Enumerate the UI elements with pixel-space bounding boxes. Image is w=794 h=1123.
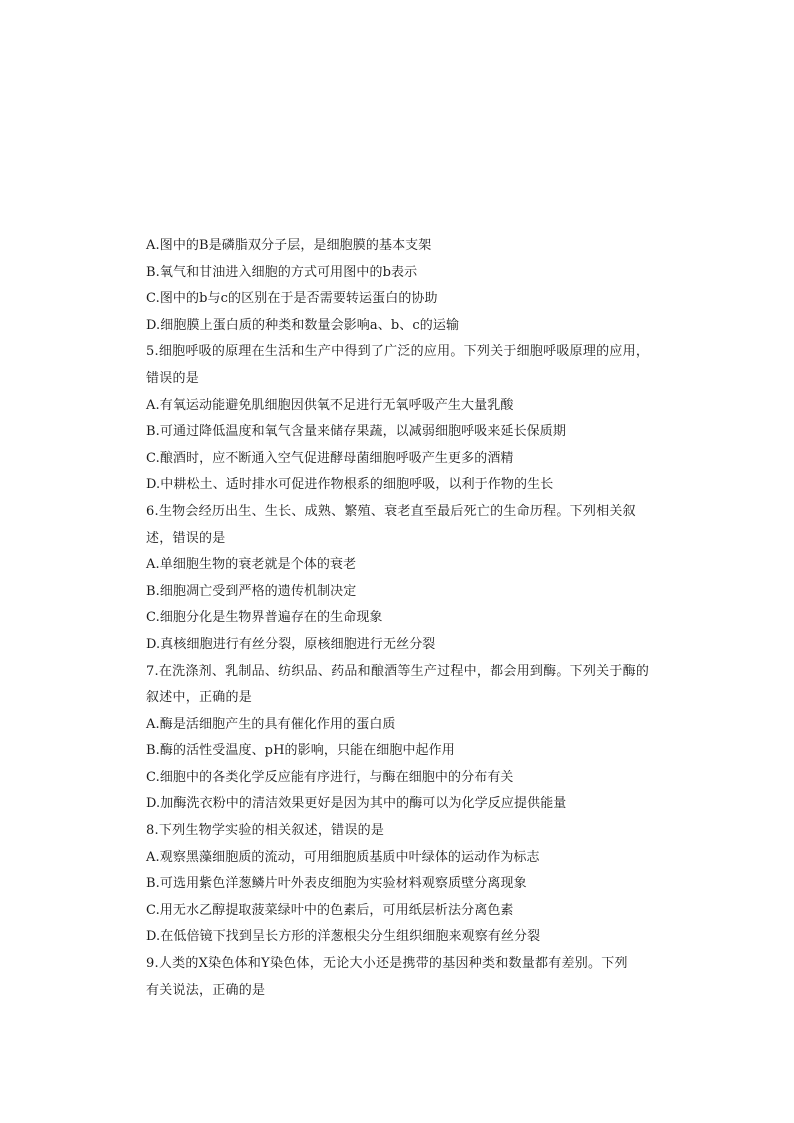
question-9-stem-continued: 有关说法，正确的是 xyxy=(146,982,266,998)
option-line: A.单细胞生物的衰老就是个体的衰老 xyxy=(146,557,357,573)
question-5-stem-continued: 错误的是 xyxy=(146,370,200,386)
option-line: A.图中的B是磷脂双分子层，是细胞膜的基本支架 xyxy=(146,238,432,253)
question-7-stem-continued: 叙述中，正确的是 xyxy=(146,690,253,706)
option-line: B.酶的活性受温度、pH的影响，只能在细胞中起作用 xyxy=(146,743,455,759)
option-line: D.中耕松土、适时排水可促进作物根系的细胞呼吸，以利于作物的生长 xyxy=(146,477,554,493)
option-line: D.在低倍镜下找到呈长方形的洋葱根尖分生组织细胞来观察有丝分裂 xyxy=(146,929,541,945)
question-6-stem: 6.生物会经历出生、生长、成熟、繁殖、衰老直至最后死亡的生命历程。下列相关叙 xyxy=(146,503,636,519)
question-9-stem: 9.人类的X染色体和Y染色体，无论大小还是携带的基因种类和数量都有差别。下列 xyxy=(146,956,628,972)
option-line: D.真核细胞进行有丝分裂，原核细胞进行无丝分裂 xyxy=(146,636,436,652)
option-line: B.细胞凋亡受到严格的遗传机制决定 xyxy=(146,583,357,599)
option-line: D.加酶洗衣粉中的清洁效果更好是因为其中的酶可以为化学反应提供能量 xyxy=(146,796,567,812)
option-line: C.酿酒时，应不断通入空气促进酵母菌细胞呼吸产生更多的酒精 xyxy=(146,450,514,466)
exam-page-content xyxy=(146,233,706,1004)
option-line: B.氧气和甘油进入细胞的方式可用图中的b表示 xyxy=(146,264,418,280)
question-8-stem: 8.下列生物学实验的相关叙述，错误的是 xyxy=(146,823,385,839)
option-line: A.有氧运动能避免肌细胞因供氧不足进行无氧呼吸产生大量乳酸 xyxy=(146,397,514,413)
option-line: C.细胞分化是生物界普遍存在的生命现象 xyxy=(146,610,383,626)
option-line: D.细胞膜上蛋白质的种类和数量会影响a、b、c的运输 xyxy=(146,317,460,333)
question-6-stem-continued: 述，错误的是 xyxy=(146,530,226,546)
question-7-stem: 7.在洗涤剂、乳制品、纺织品、药品和酿酒等生产过程中，都会用到酶。下列关于酶的 xyxy=(146,663,650,679)
option-line: B.可通过降低温度和氧气含量来储存果蔬，以减弱细胞呼吸来延长保质期 xyxy=(146,424,566,440)
option-line: A.观察黑藻细胞质的流动，可用细胞质基质中叶绿体的运动作为标志 xyxy=(146,849,540,865)
option-line: A.酶是活细胞产生的具有催化作用的蛋白质 xyxy=(146,716,396,732)
option-line: C.细胞中的各类化学反应能有序进行，与酶在细胞中的分布有关 xyxy=(146,769,514,785)
question-5-stem: 5.细胞呼吸的原理在生活和生产中得到了广泛的应用。下列关于细胞呼吸原理的应用， xyxy=(146,344,650,360)
option-line: B.可选用紫色洋葱鳞片叶外表皮细胞为实验材料观察质壁分离现象 xyxy=(146,876,527,892)
option-line: C.图中的b与c的区别在于是否需要转运蛋白的协助 xyxy=(146,291,438,307)
option-line: C.用无水乙醇提取菠菜绿叶中的色素后，可用纸层析法分离色素 xyxy=(146,902,514,918)
